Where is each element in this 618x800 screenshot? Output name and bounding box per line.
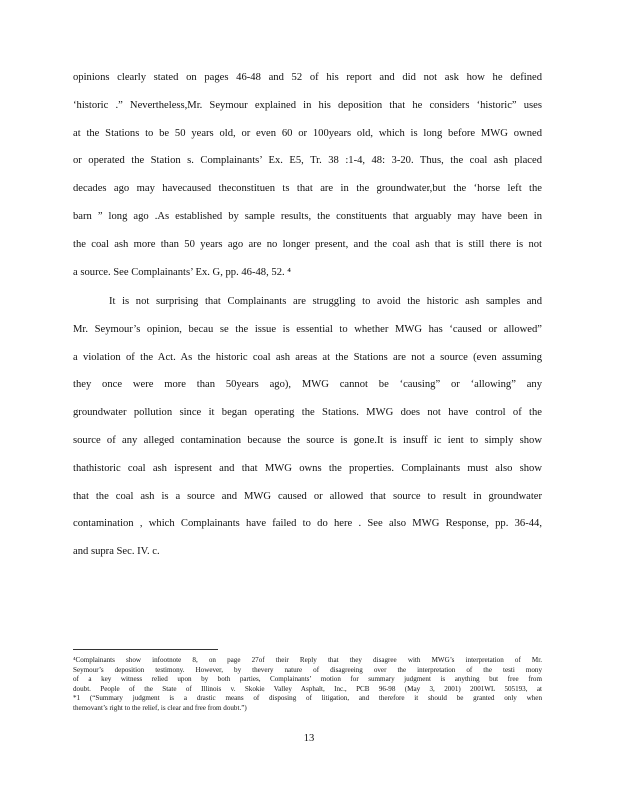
paragraph-1 [73,64,542,286]
text-line: decades ago may havecaused theconstituen ts that are in the groundwater,but the ‘horse left the [73,183,542,195]
text-line: groundwater pollution since it began operating the Stations. MWG does not have control of the [73,407,542,419]
text-line: opinions clearly stated on pages 46-48 and 52 of his report and did not ask how he defined [73,72,542,83]
text-line: the coal ash more than 50 years ago are no longer present, and the coal ash that is still there is not [73,238,542,250]
footnote-line: ⁴Complainants show infootnote 8, on page 27of their Reply that they disagree with MWG’s interpretation of Mr. [73,656,542,664]
text-line: they once were more than 50years ago), MWG cannot be ‘causing” or ‘allowing” any [73,379,542,391]
text-line: a violation of the Act. As the historic coal ash areas at the Stations are not a source (even assuming [73,351,542,363]
text-line: barn ” long ago .As established by sample results, the constituents that arguably may have been in [73,210,542,222]
text-line: ‘historic .” Nevertheless,Mr. Seymour explained in his deposition that he considers ‘historic” uses [73,99,542,111]
text-line: thathistoric coal ash ispresent and that MWG owns the properties. Complainants must also show [73,462,542,474]
footnote-line: of a key witness relied upon by both parties, Complainants’ motion for summary judgment is anything but free from [73,675,542,684]
text-line: contamination , which Complainants have failed to do here . See also MWG Response, pp. 36-44, [73,518,542,530]
text-line: a source. See Complainants’ Ex. G, pp. 46-48, 52. ⁴ [73,266,291,278]
text-line: source of any alleged contamination because the source is gone.It is insuff ic ient to simply show [73,434,542,446]
footnote-line: themovant’s right to the relief, is clear and free from doubt.”) [73,703,247,712]
page-number: 13 [303,733,315,744]
footnote [73,656,542,714]
text-line: It is not surprising that Complainants are struggling to avoid the historic ash samples and [109,296,542,307]
footnote-line: *1 (“Summary judgment is a drastic means of disposing of litigation, and therefore it should be granted only when [73,694,542,703]
text-line: Mr. Seymour’s opinion, becau se the issue is essential to whether MWG has ‘caused or allowed” [73,323,542,335]
text-line: or operated the Station s. Complainants’ Ex. E5, Tr. 38 :1-4, 48: 3-20. Thus, the coal ash placed [73,155,542,167]
footnote-divider [73,649,218,650]
text-line: that the coal ash is a source and MWG caused or allowed that source to result in groundwater [73,490,542,502]
footnote-line: Seymour’s deposition testimony. However, by thevery nature of disagreeing over the interpretation of the testi mony [73,665,542,674]
paragraph-2 [73,288,542,566]
footnote-line: doubt. People of the State of Illinois v. Skokie Valley Asphalt, Inc., PCB 96-98 (May 3, 2001) 2001WL 505193, at [73,684,542,693]
text-line: at the Stations to be 50 years old, or even 60 or 100years old, which is long before MWG owned [73,127,542,139]
text-line: and supra Sec. IV. c. [73,546,160,558]
